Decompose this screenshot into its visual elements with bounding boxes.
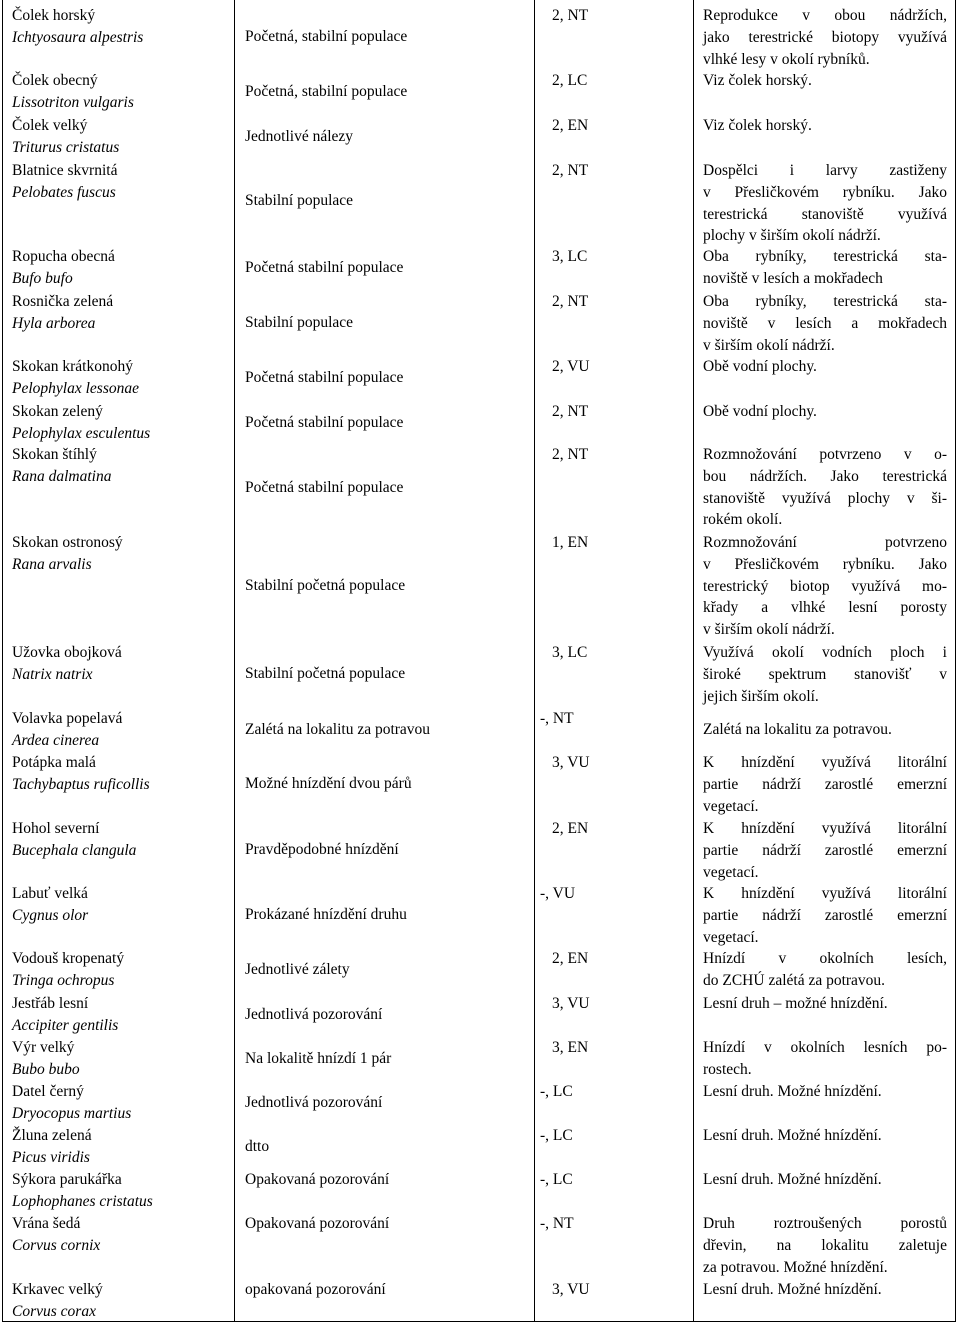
note-line: za potravou. Možné hnízdění.: [703, 1258, 888, 1276]
species-common-name: Užovka obojková: [12, 644, 122, 661]
note-line: Lesní druh. Možné hnízdění.: [703, 1281, 882, 1298]
note-line: vegetací.: [703, 863, 759, 881]
species-name-cell: [12, 1081, 234, 1125]
note-line: rostech.: [703, 1060, 752, 1078]
note-cell: [703, 993, 947, 1015]
note-line: vegetací.: [703, 797, 759, 815]
species-common-name: Blatnice skvrnitá: [12, 162, 118, 179]
species-latin-name: Tachybaptus ruficollis: [12, 775, 150, 793]
species-latin-name: Bubo bubo: [12, 1060, 80, 1078]
species-latin-name: Accipiter gentilis: [12, 1016, 119, 1034]
note-line: Lesní druh. Možné hnízdění.: [703, 1083, 882, 1100]
population-cell: Možné hnízdění dvou párů: [245, 775, 412, 792]
population-cell: Pravděpodobné hnízdění: [245, 841, 399, 858]
note-cell: [703, 719, 947, 741]
note-line: v Přesličkovém rybníku. Jako: [703, 183, 947, 201]
population-cell: Opakovaná pozorování: [245, 1171, 390, 1188]
note-line: terestrický biotop využívá mo-: [703, 577, 947, 595]
species-common-name: Čolek obecný: [12, 72, 98, 89]
species-latin-name: Ichtyosaura alpestris: [12, 28, 144, 46]
species-latin-name: Picus viridis: [12, 1148, 90, 1166]
species-latin-name: Ardea cinerea: [12, 731, 100, 749]
species-latin-name: Corvus cornix: [12, 1236, 101, 1254]
status-cell: -, LC: [540, 1171, 573, 1188]
species-latin-name: Bucephala clangula: [12, 841, 137, 859]
species-common-name: Čolek horský: [12, 7, 96, 24]
species-name-cell: [12, 752, 234, 796]
species-name-cell: [12, 883, 234, 927]
population-cell: Stabilní populace: [245, 314, 354, 331]
species-name-cell: [12, 444, 234, 488]
status-cell: 1, EN: [552, 534, 589, 551]
status-cell: 2, EN: [552, 820, 589, 837]
species-common-name: Sýkora parukářka: [12, 1171, 122, 1188]
species-latin-name: Rana arvalis: [12, 555, 92, 573]
species-latin-name: Dryocopus martius: [12, 1104, 132, 1122]
species-latin-name: Lissotriton vulgaris: [12, 93, 134, 111]
species-latin-name: Hyla arborea: [12, 314, 96, 332]
species-name-cell: [12, 246, 234, 290]
note-line: partie nádrží zarostlé emerzní: [703, 775, 947, 793]
species-latin-name: Cygnus olor: [12, 906, 89, 924]
note-line: Hnízdí v okolních lesních po-: [703, 1039, 947, 1056]
status-cell: 2, NT: [552, 403, 589, 420]
population-cell: Jednotlivé nálezy: [245, 128, 354, 145]
species-name-cell: [12, 356, 234, 400]
species-common-name: Hohol severní: [12, 820, 100, 837]
population-cell: Početná, stabilní populace: [245, 28, 408, 45]
note-line: dřevin, na lokalitu zaletuje: [703, 1236, 947, 1254]
note-cell: [703, 356, 947, 378]
note-cell: [703, 752, 947, 817]
species-name-cell: [12, 1213, 234, 1257]
species-latin-name: Lophophanes cristatus: [12, 1192, 153, 1210]
species-common-name: Vrána šedá: [12, 1215, 81, 1232]
note-line: široké spektrum stanovišť v: [703, 665, 947, 683]
note-cell: [703, 160, 947, 247]
species-latin-name: Triturus cristatus: [12, 138, 120, 156]
population-cell: Prokázané hnízdění druhu: [245, 906, 407, 923]
species-name-cell: [12, 401, 234, 445]
species-common-name: Krkavec velký: [12, 1281, 103, 1298]
note-cell: [703, 115, 947, 137]
note-line: v Přesličkovém rybníku. Jako: [703, 555, 947, 573]
note-cell: [703, 818, 947, 883]
population-cell: Jednotlivé zálety: [245, 961, 350, 978]
note-line: rokém okolí.: [703, 511, 783, 529]
species-latin-name: Natrix natrix: [12, 665, 93, 683]
species-name-cell: [12, 642, 234, 686]
species-name-cell: [12, 1125, 234, 1169]
species-name-cell: [12, 1279, 234, 1323]
species-common-name: Labuť velká: [12, 885, 88, 902]
note-cell: [703, 5, 947, 70]
species-name-cell: [12, 708, 234, 752]
note-cell: [703, 70, 947, 92]
population-cell: opakovaná pozorování: [245, 1281, 386, 1298]
note-line: K hnízdění využívá litorální: [703, 885, 947, 902]
note-line: křady a vlhké lesní porosty: [703, 599, 947, 617]
species-name-cell: [12, 115, 234, 159]
population-cell: Početná stabilní populace: [245, 414, 404, 431]
status-cell: 3, LC: [552, 248, 588, 265]
note-line: partie nádrží zarostlé emerzní: [703, 906, 947, 924]
species-latin-name: Tringa ochropus: [12, 971, 115, 989]
population-cell: Početná stabilní populace: [245, 259, 404, 276]
population-cell: Zalétá na lokalitu za potravou: [245, 721, 431, 738]
note-cell: [703, 444, 947, 531]
species-name-cell: [12, 948, 234, 992]
status-cell: 3, VU: [552, 995, 590, 1012]
species-name-cell: [12, 70, 234, 114]
note-line: do ZCHÚ zalétá za potravou.: [703, 971, 886, 989]
species-latin-name: Pelophylax esculentus: [12, 424, 151, 442]
note-line: Zalétá na lokalitu za potravou.: [703, 721, 892, 738]
status-cell: 2, NT: [552, 446, 589, 463]
status-cell: 2, VU: [552, 358, 590, 375]
species-common-name: Skokan zelený: [12, 403, 103, 420]
population-cell: Stabilní početná populace: [245, 665, 406, 682]
note-line: jejich širším okolí.: [703, 687, 819, 705]
population-cell: Početná stabilní populace: [245, 479, 404, 496]
status-cell: 2, NT: [552, 293, 589, 310]
note-line: vegetací.: [703, 928, 759, 946]
species-name-cell: [12, 1037, 234, 1081]
note-line: Lesní druh. Možné hnízdění.: [703, 1171, 882, 1188]
species-common-name: Potápka malá: [12, 754, 96, 771]
species-name-cell: [12, 532, 234, 576]
population-cell: Jednotlivá pozorování: [245, 1094, 383, 1111]
status-cell: -, VU: [540, 885, 576, 902]
note-line: Obě vodní plochy.: [703, 403, 817, 420]
note-line: Viz čolek horský.: [703, 117, 812, 134]
note-line: bou nádržích. Jako terestrická: [703, 467, 947, 485]
species-common-name: Jestřáb lesní: [12, 995, 89, 1012]
column-divider: [234, 0, 235, 1322]
species-latin-name: Pelobates fuscus: [12, 183, 116, 201]
status-cell: 3, VU: [552, 754, 590, 771]
note-line: jako terestrické biotopy využívá: [703, 28, 947, 46]
status-cell: 3, LC: [552, 644, 588, 661]
status-cell: -, NT: [540, 710, 574, 727]
population-cell: dtto: [245, 1138, 270, 1155]
status-cell: 2, EN: [552, 950, 589, 967]
note-line: partie nádrží zarostlé emerzní: [703, 841, 947, 859]
note-line: Využívá okolí vodních ploch i: [703, 644, 947, 661]
status-cell: -, LC: [540, 1127, 573, 1144]
note-line: terestrická stanoviště využívá: [703, 205, 947, 223]
species-common-name: Žluna zelená: [12, 1127, 92, 1144]
species-common-name: Výr velký: [12, 1039, 75, 1056]
species-name-cell: [12, 291, 234, 335]
note-cell: [703, 883, 947, 948]
note-line: Dospělci i larvy zastiženy: [703, 162, 947, 179]
species-name-cell: [12, 5, 234, 49]
note-line: Lesní druh. Možné hnízdění.: [703, 1127, 882, 1144]
note-line: v širším okolí nádrží.: [703, 336, 835, 354]
population-cell: Stabilní populace: [245, 192, 354, 209]
species-common-name: Ropucha obecná: [12, 248, 115, 265]
status-cell: -, LC: [540, 1083, 573, 1100]
status-cell: -, NT: [540, 1215, 574, 1232]
status-cell: 3, EN: [552, 1039, 589, 1056]
species-latin-name: Bufo bufo: [12, 269, 73, 287]
note-line: Oba rybníky, terestrická sta-: [703, 293, 947, 310]
note-line: K hnízdění využívá litorální: [703, 754, 947, 771]
note-line: Obě vodní plochy.: [703, 358, 817, 375]
species-latin-name: Pelophylax lessonae: [12, 379, 139, 397]
note-line: stanoviště využívá plochy v ši-: [703, 489, 947, 507]
note-line: noviště v lesích a mokřadech: [703, 269, 883, 287]
note-line: Oba rybníky, terestrická sta-: [703, 248, 947, 265]
species-common-name: Skokan krátkonohý: [12, 358, 133, 375]
population-cell: Početná stabilní populace: [245, 369, 404, 386]
species-common-name: Čolek velký: [12, 117, 88, 134]
population-cell: Na lokalitě hnízdí 1 pár: [245, 1050, 392, 1067]
note-line: v širším okolí nádrží.: [703, 621, 835, 639]
species-common-name: Datel černý: [12, 1083, 84, 1100]
species-name-cell: [12, 993, 234, 1037]
species-common-name: Vodouš kropenatý: [12, 950, 125, 967]
note-line: plochy v širším okolí nádrží.: [703, 227, 881, 245]
note-cell: [703, 291, 947, 356]
note-line: vlhké lesy v okolí rybníků.: [703, 50, 870, 68]
species-name-cell: [12, 818, 234, 862]
species-common-name: Skokan štíhlý: [12, 446, 97, 463]
population-cell: Jednotlivá pozorování: [245, 1006, 383, 1023]
note-line: Druh roztroušených porostů: [703, 1215, 947, 1232]
note-line: Rozmnožování potvrzeno v o-: [703, 446, 947, 463]
species-latin-name: Corvus corax: [12, 1302, 96, 1320]
note-cell: [703, 1081, 947, 1103]
status-cell: 3, VU: [552, 1281, 590, 1298]
status-cell: 2, LC: [552, 72, 588, 89]
note-cell: [703, 246, 947, 290]
note-cell: [703, 532, 947, 641]
species-common-name: Rosnička zelená: [12, 293, 114, 310]
species-latin-name: Rana dalmatina: [12, 467, 112, 485]
note-cell: [703, 948, 947, 992]
note-cell: [703, 1213, 947, 1278]
note-cell: [703, 642, 947, 707]
status-cell: 2, NT: [552, 7, 589, 24]
note-cell: [703, 1169, 947, 1191]
note-line: noviště v lesích a mokřadech: [703, 314, 947, 332]
note-line: Viz čolek horský.: [703, 72, 812, 89]
note-cell: [703, 1125, 947, 1147]
note-line: Rozmnožování potvrzeno: [703, 534, 947, 551]
note-cell: [703, 401, 947, 423]
status-cell: 2, NT: [552, 162, 589, 179]
note-line: K hnízdění využívá litorální: [703, 820, 947, 837]
population-cell: Početná, stabilní populace: [245, 83, 408, 100]
species-name-cell: [12, 1169, 234, 1213]
note-line: Reprodukce v obou nádržích,: [703, 7, 947, 24]
population-cell: Opakovaná pozorování: [245, 1215, 390, 1232]
note-line: Hnízdí v okolních lesích,: [703, 950, 947, 967]
note-cell: [703, 1279, 947, 1301]
species-common-name: Volavka popelavá: [12, 710, 123, 727]
note-line: Lesní druh – možné hnízdění.: [703, 995, 888, 1012]
note-cell: [703, 1037, 947, 1081]
population-cell: Stabilní početná populace: [245, 577, 406, 594]
status-cell: 2, EN: [552, 117, 589, 134]
species-name-cell: [12, 160, 234, 204]
species-common-name: Skokan ostronosý: [12, 534, 123, 551]
